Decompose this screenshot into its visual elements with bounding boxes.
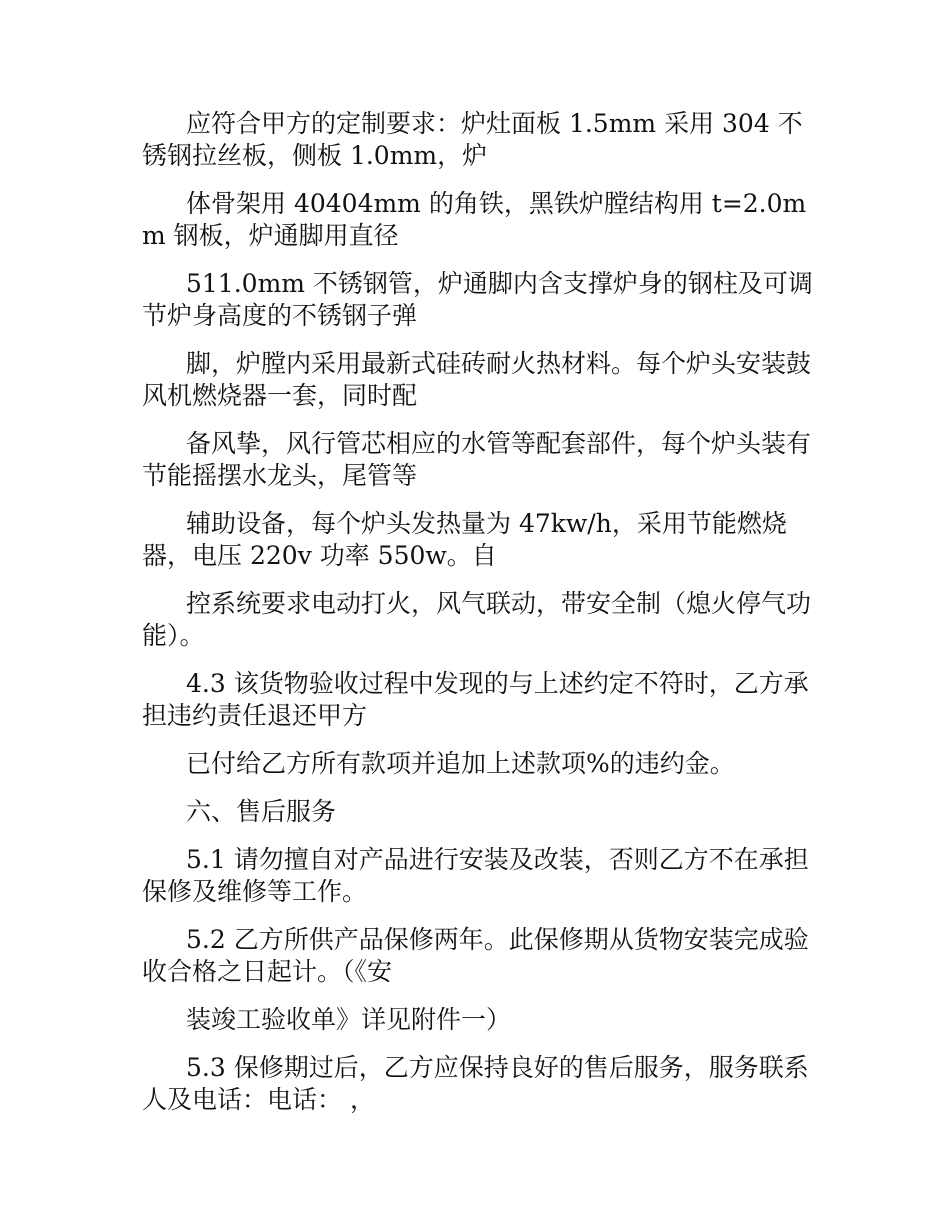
document-body bbox=[142, 108, 822, 1132]
paragraph-control-system: 控系统要求电动打火，风气联动，带安全制（熄火停气功能）。 bbox=[142, 589, 812, 650]
paragraph-burner-spec: 辅助设备，每个炉头发热量为 47kw/h，采用节能燃烧器，电压 220v 功率 550w。自 bbox=[142, 509, 787, 570]
paragraph-chamber-spec: 脚，炉膛内采用最新式硅砖耐火热材料。每个炉头安装鼓风机燃烧器一套，同时配 bbox=[142, 349, 812, 410]
paragraph-stove-spec: 应符合甲方的定制要求：炉灶面板 1.5mm 采用 304 不锈钢拉丝板，侧板 1.0mm，炉 bbox=[142, 109, 803, 170]
paragraph-clause-5-1: 5.1 请勿擅自对产品进行安装及改装，否则乙方不在承担保修及维修等工作。 bbox=[142, 845, 809, 906]
paragraph-accessories: 备风挚，风行管芯相应的水管等配套部件，每个炉头装有节能摇摆水龙头，尾管等 bbox=[142, 429, 812, 490]
paragraph-frame-spec: 体骨架用 40404mm 的角铁，黑铁炉膛结构用 t=2.0mm 钢板，炉通脚用直径 bbox=[142, 189, 807, 250]
paragraph-acceptance-form: 装竣工验收单》详见附件一） bbox=[186, 1005, 512, 1034]
section-heading-after-sales: 六、售后服务 bbox=[186, 797, 337, 826]
paragraph-clause-4-3: 4.3 该货物验收过程中发现的与上述约定不符时，乙方承担违约责任退还甲方 bbox=[142, 669, 809, 730]
paragraph-leg-spec: 511.0mm 不锈钢管，炉通脚内含支撑炉身的钢柱及可调节炉身高度的不锈钢子弹 bbox=[142, 269, 813, 330]
paragraph-clause-5-2: 5.2 乙方所供产品保修两年。此保修期从货物安装完成验收合格之日起计。（《安 bbox=[142, 925, 809, 986]
paragraph-penalty: 已付给乙方所有款项并追加上述款项%的违约金。 bbox=[186, 749, 735, 778]
paragraph-clause-5-3: 5.3 保修期过后，乙方应保持良好的售后服务，服务联系人及电话：电话： ， bbox=[142, 1053, 809, 1114]
